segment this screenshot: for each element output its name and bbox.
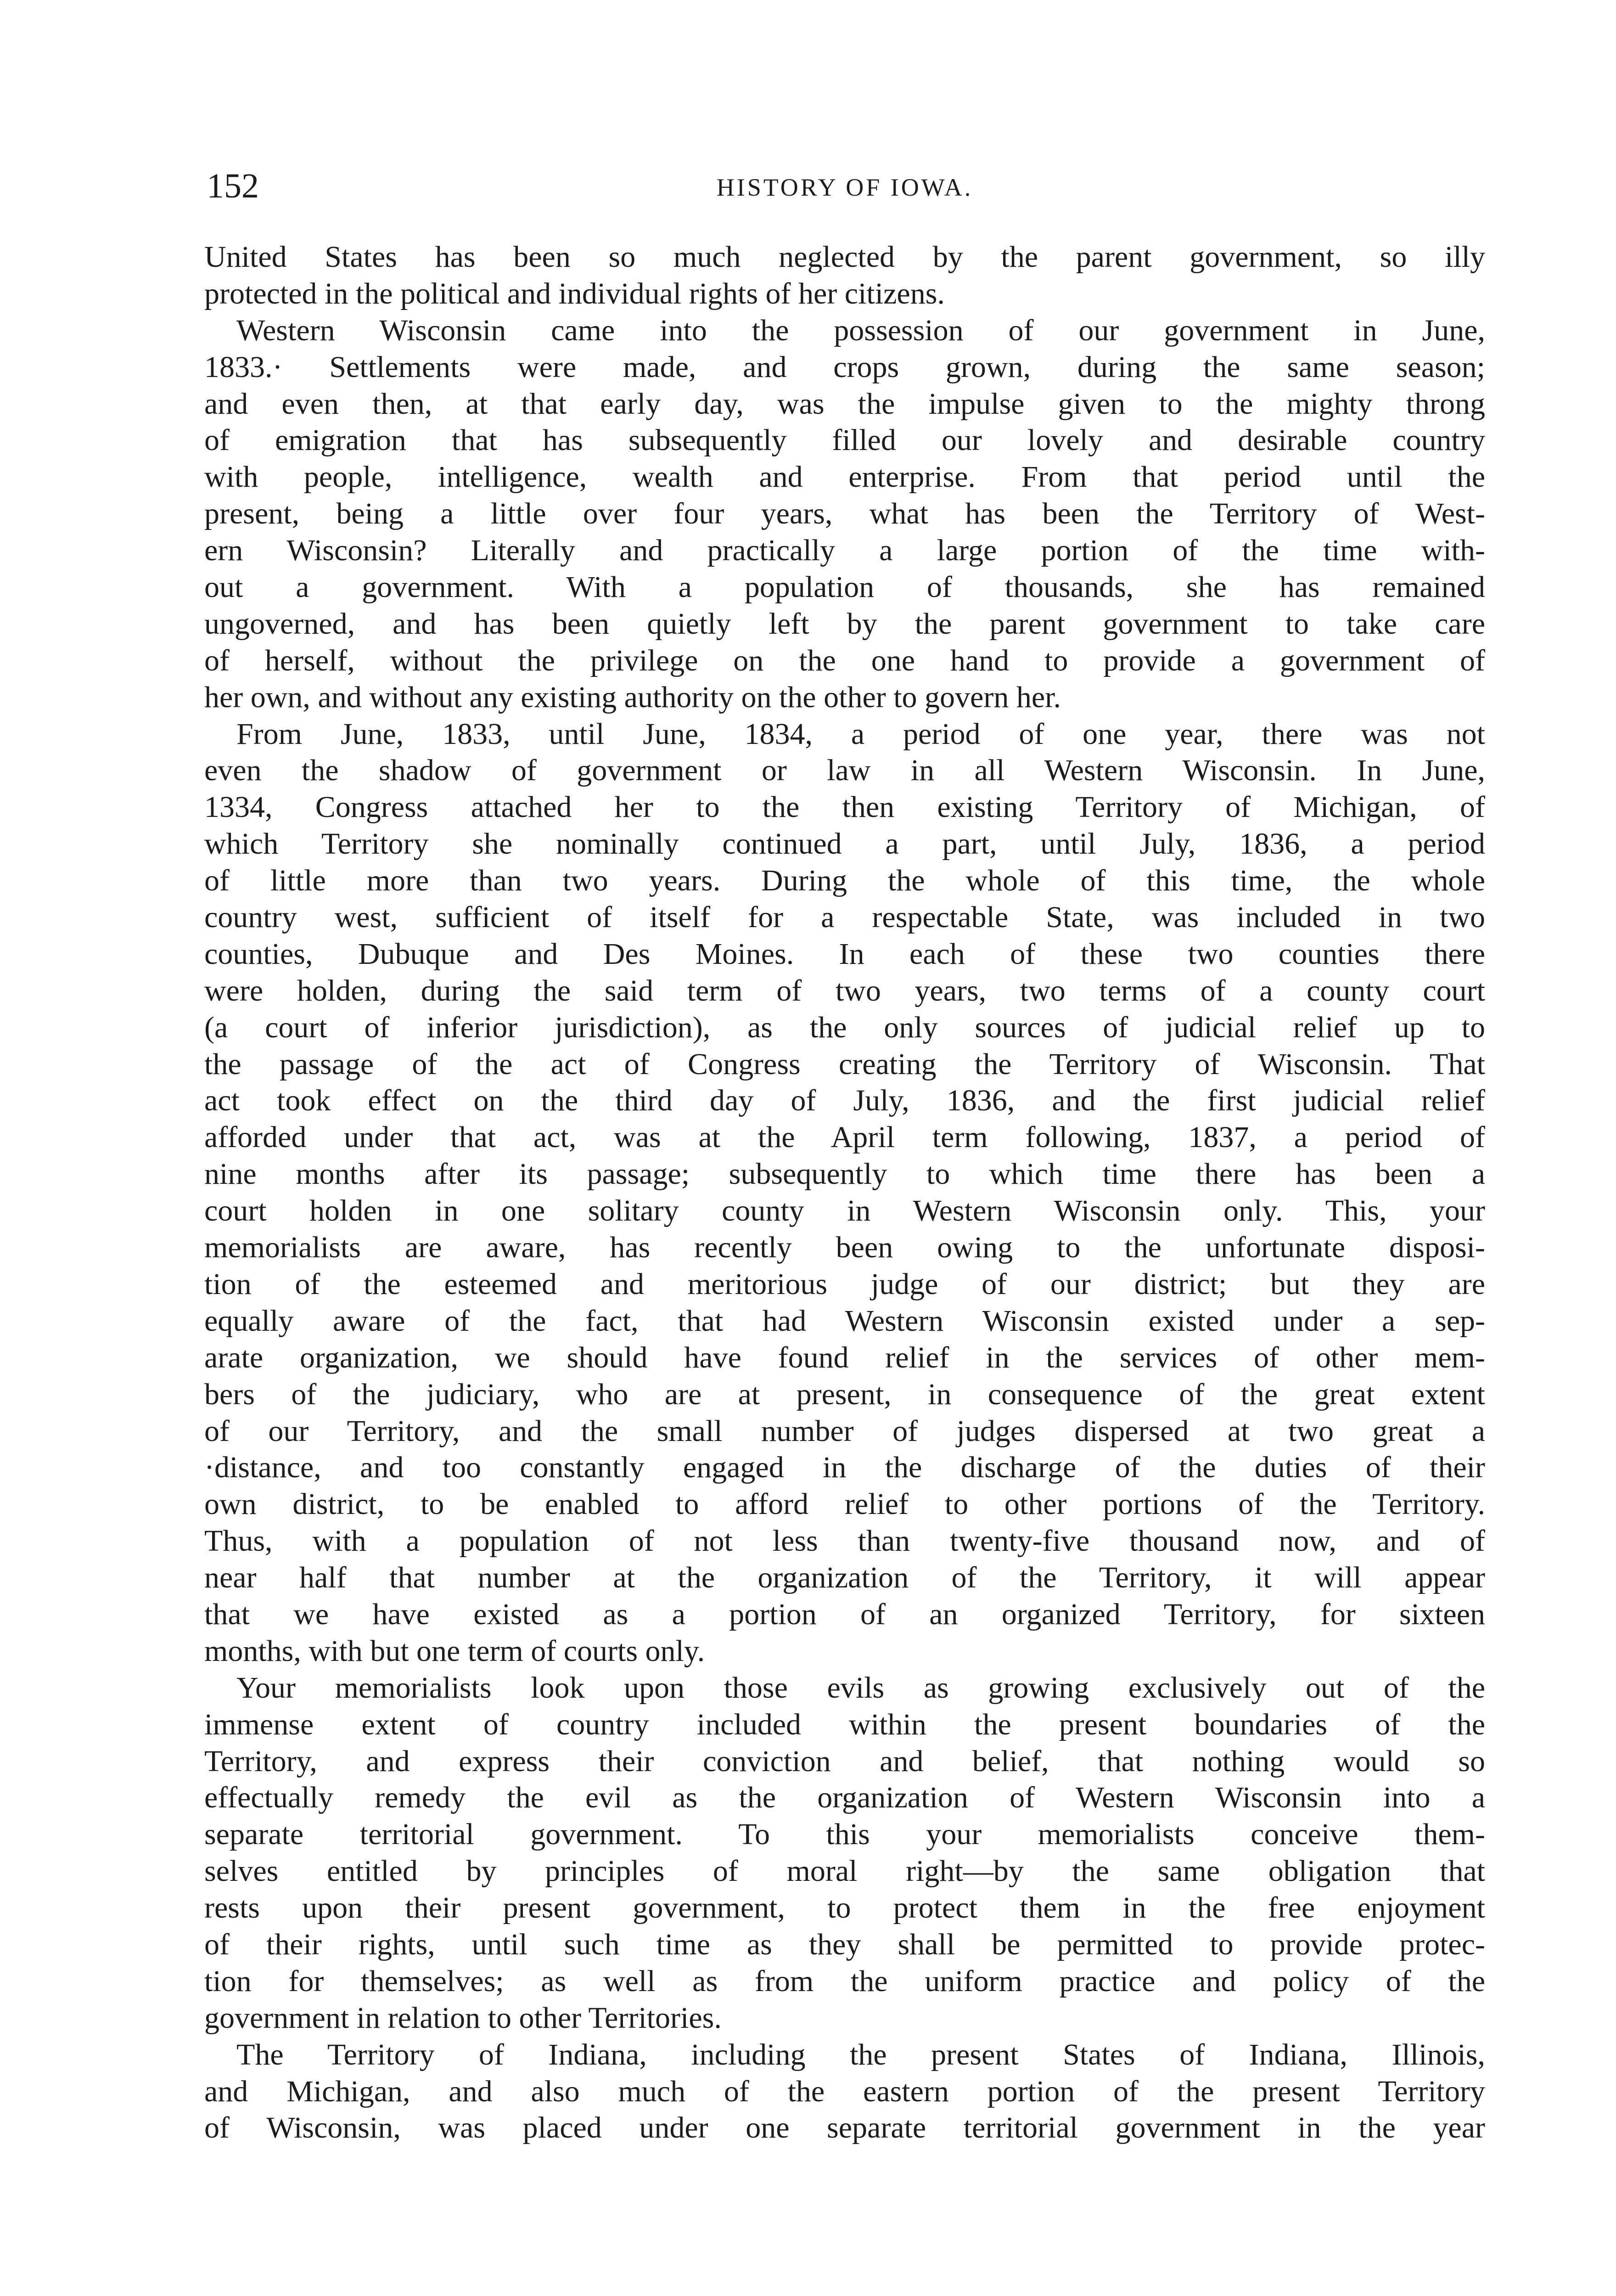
text-line: The Territory of Indiana, including the present States of Indiana, Illinois, [236,2037,1485,2071]
text-line: that we have existed as a portion of an organized Territory, for sixteen [204,1597,1485,1631]
body-text [204,239,1485,2296]
text-line: were holden, during the said term of two years, two terms of a county court [204,974,1485,1007]
text-line: 1334, Congress attached her to the then existing Territory of Michigan, of [204,790,1485,824]
text-line: United States has been so much neglected by the parent government, so illy [204,240,1485,274]
text-line: near half that number at the organization of the Territory, it will appear [204,1561,1485,1595]
text-line: own district, to be enabled to afford relief to other portions of the Territory. [204,1487,1485,1521]
text-line: and Michigan, and also much of the eastern portion of the present Territory [204,2074,1485,2108]
text-line: of their rights, until such time as they shall be permitted to provide protec- [204,1927,1485,1961]
text-line: ern Wisconsin? Literally and practically a large portion of the time with- [204,534,1485,568]
text-line: selves entitled by principles of moral right—by the same obligation that [204,1854,1485,1888]
page-number: 152 [207,167,259,205]
text-line: even the shadow of government or law in all Western Wisconsin. In June, [204,754,1485,788]
text-line: ungoverned, and has been quietly left by the parent government to take care [204,607,1485,641]
text-line: effectually remedy the evil as the organization of Western Wisconsin into a [204,1781,1485,1815]
text-line: Your memorialists look upon those evils as growing exclusively out of the [236,1671,1485,1705]
text-line: counties, Dubuque and Des Moines. In each of these two counties there [204,937,1485,971]
running-title: HISTORY OF IOWA. [716,174,973,201]
text-line: memorialists are aware, has recently been owing to the unfortunate disposi- [204,1231,1485,1265]
text-line: the passage of the act of Congress creating the Territory of Wisconsin. That [204,1047,1485,1081]
text-line: which Territory she nominally continued a part, until July, 1836, a period [204,827,1485,861]
text-line: rests upon their present government, to protect them in the free enjoyment [204,1891,1485,1925]
text-line: months, with but one term of courts only. [204,1634,705,1668]
text-line: act took effect on the third day of July, 1836, and the first judicial relief [204,1084,1485,1118]
text-line: of herself, without the privilege on the one hand to provide a government of [204,643,1485,677]
text-line: of emigration that has subsequently filled our lovely and desirable country [204,423,1485,457]
text-line: country west, sufficient of itself for a respectable State, was included in two [204,900,1485,934]
text-line: nine months after its passage; subsequently to which time there has been a [204,1157,1485,1191]
text-line: with people, intelligence, wealth and enterprise. From that period until the [204,460,1485,494]
text-line: (a court of inferior jurisdiction), as the only sources of judicial relief up to [204,1010,1485,1044]
text-line: protected in the political and individual rights of her citizens. [204,276,945,310]
text-line: of our Territory, and the small number of judges dispersed at two great a [204,1414,1485,1448]
text-line: of Wisconsin, was placed under one separate territorial government in the year [204,2111,1485,2145]
text-line: arate organization, we should have found relief in the services of other mem- [204,1340,1485,1374]
text-line: government in relation to other Territories. [204,2001,722,2035]
text-line: From June, 1833, until June, 1834, a period of one year, there was not [236,717,1485,751]
text-line: separate territorial government. To this your memorialists conceive them- [204,1818,1485,1851]
text-line: court holden in one solitary county in Western Wisconsin only. This, your [204,1194,1485,1228]
text-line: Territory, and express their conviction and belief, that nothing would so [204,1744,1485,1778]
text-line: ·distance, and too constantly engaged in the discharge of the duties of their [204,1451,1485,1485]
text-line: her own, and without any existing authority on the other to govern her. [204,680,1061,714]
text-line: and even then, at that early day, was the impulse given to the mighty throng [204,387,1485,421]
text-line: bers of the judiciary, who are at present, in consequence of the great extent [204,1377,1485,1411]
text-line: Thus, with a population of not less than twenty-five thousand now, and of [204,1524,1485,1558]
text-line: tion of the esteemed and meritorious judge of our district; but they are [204,1267,1485,1301]
text-line: of little more than two years. During the whole of this time, the whole [204,864,1485,898]
text-line: immense extent of country included within the present boundaries of the [204,1707,1485,1741]
text-line: 1833.· Settlements were made, and crops grown, during the same season; [204,350,1485,384]
text-line: afforded under that act, was at the April term following, 1837, a period of [204,1120,1485,1154]
text-line: tion for themselves; as well as from the uniform practice and policy of the [204,1964,1485,1998]
text-line: present, being a little over four years, what has been the Territory of West- [204,497,1485,531]
text-line: Western Wisconsin came into the possession of our government in June, [236,313,1485,347]
running-head [207,163,1483,214]
text-line: out a government. With a population of thousands, she has remained [204,570,1485,604]
text-line: equally aware of the fact, that had Western Wisconsin existed under a sep- [204,1304,1485,1338]
